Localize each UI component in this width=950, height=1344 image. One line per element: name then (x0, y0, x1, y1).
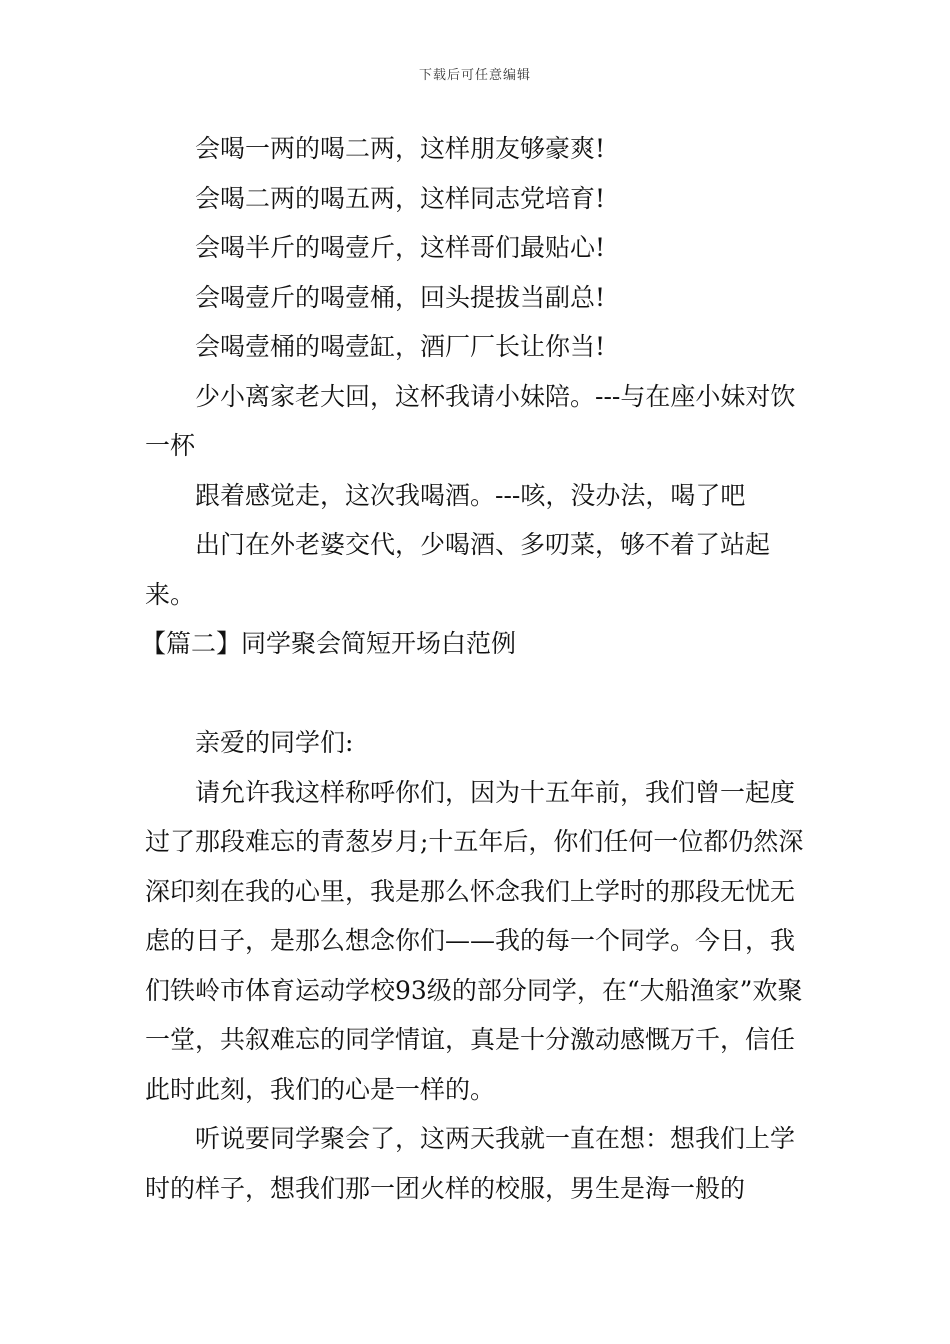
text-paragraph: 少小离家老大回，这杯我请小妹陪。---与在座小妹对饮一杯 (145, 381, 796, 460)
text-paragraph: 听说要同学聚会了，这两天我就一直在想：想我们上学时的样子，想我们那一团火样的校服，男生是海一般的 (145, 1124, 796, 1203)
text-line: 会喝二两的喝五两，这样同志党培育! (195, 183, 606, 213)
section-heading: 【篇二】同学聚会简短开场白范例 (141, 629, 517, 658)
text-line: 会喝半斤的喝壹斤，这样哥们最贴心! (195, 233, 606, 262)
blank-line (145, 669, 810, 719)
document-body (141, 124, 810, 1213)
text-line: 会喝壹斤的喝壹桶，回头提拔当副总! (195, 282, 606, 312)
page-header: 下载后可任意编辑 (418, 68, 531, 83)
greeting-line: 亲爱的同学们: (195, 728, 354, 757)
text-line: 会喝一两的喝二两，这样朋友够豪爽! (195, 134, 606, 163)
text-line: 跟着感觉走，这次我喝酒。---咳，没办法，喝了吧 (195, 480, 746, 510)
text-line: 会喝壹桶的喝壹缸，酒厂厂长让你当! (195, 332, 606, 361)
text-paragraph: 请允许我这样称呼你们，因为十五年前，我们曾一起度过了那段难忘的青葱岁月;十五年后，你们任何一位都仍然深深印刻在我的心里，我是那么怀念我们上学时的那段无忧无虑的日子，是那么想念你们——我的每一个同学。今日，我们铁岭市体育运动学校93级的部分同学，在“大船渔家”欢聚一堂，共叙难忘的同学情谊，真是十分激动感慨万千，信任此时此刻，我们的心是一样的。 (145, 777, 804, 1104)
text-paragraph: 出门在外老婆交代，少喝酒、多叨菜，够不着了站起来。 (145, 530, 771, 609)
